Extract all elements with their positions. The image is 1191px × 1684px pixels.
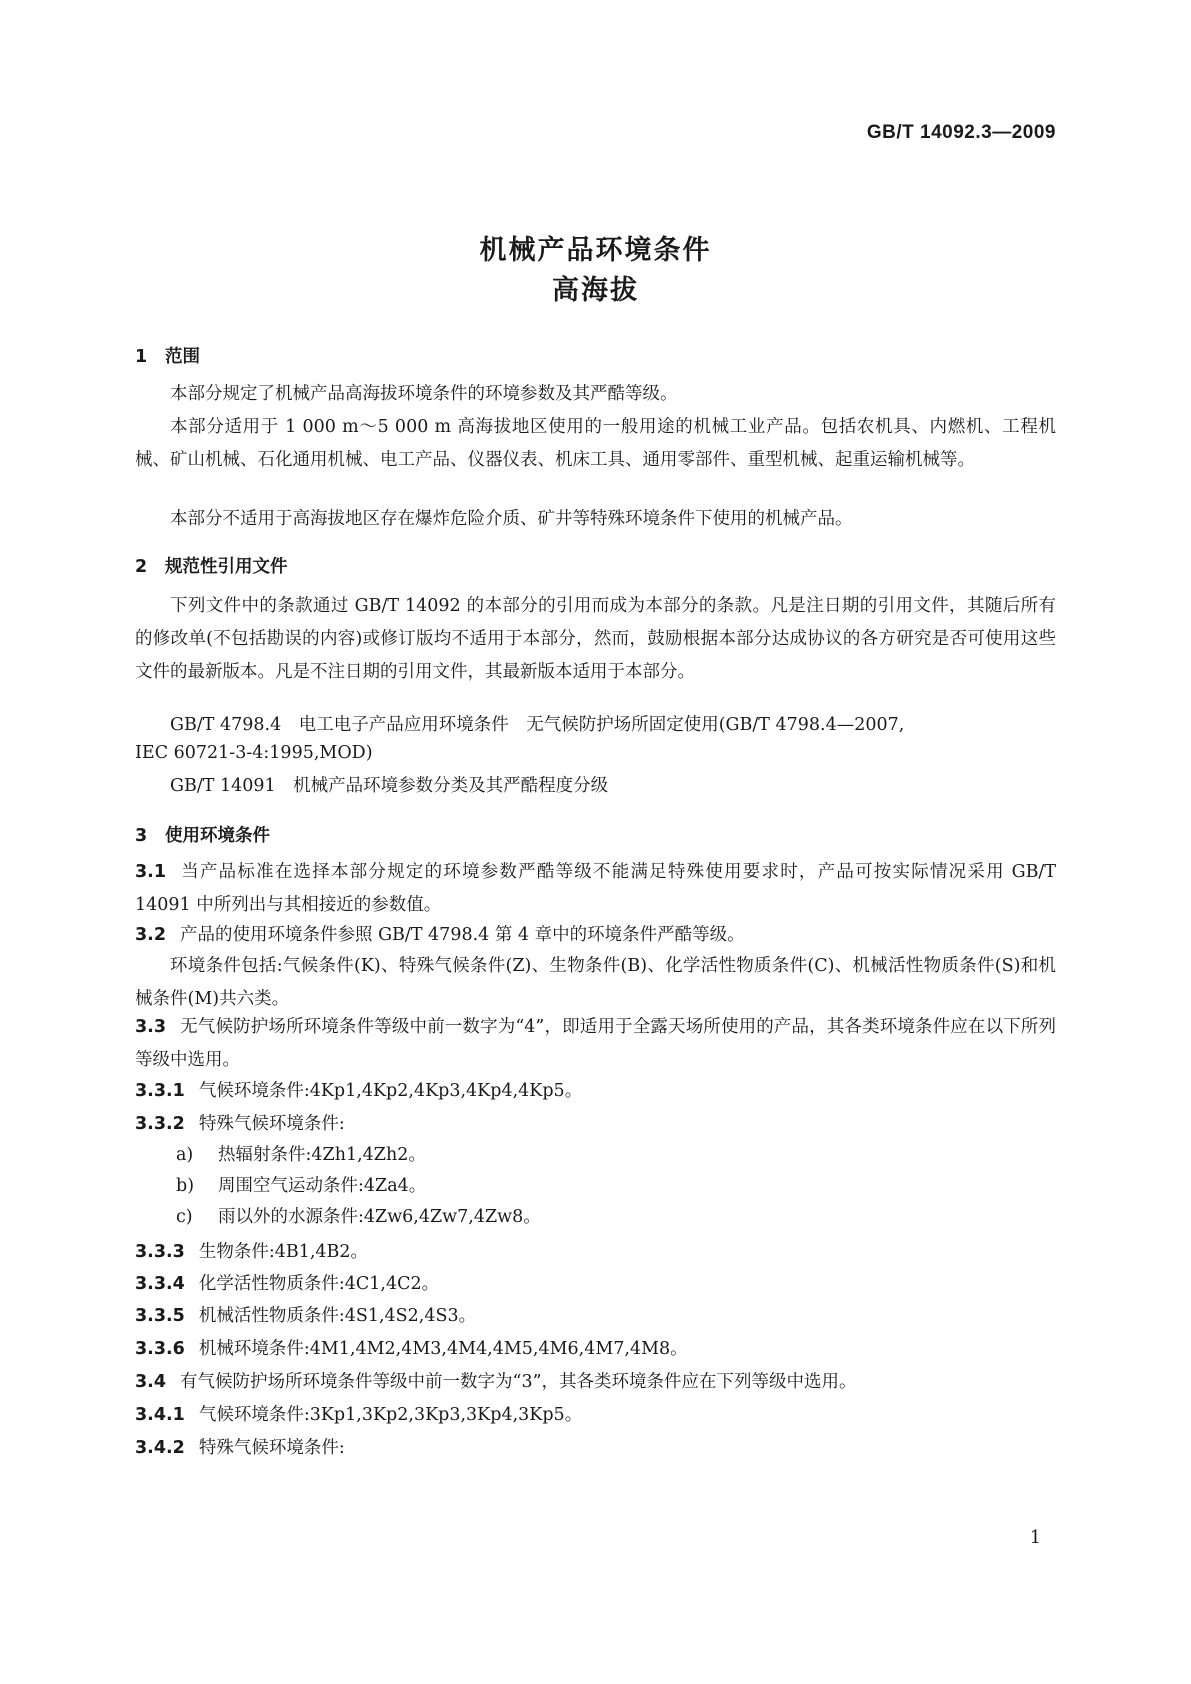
list-item xyxy=(176,1203,541,1228)
reference-gbt-4798-4-continued: IEC 60721-3-4:1995,MOD) xyxy=(135,743,373,763)
clause-number: 3.3.1 xyxy=(135,1081,185,1101)
section-number: 3 xyxy=(135,826,148,846)
reference-gbt-4798-4: GB/T 4798.4 电工电子产品应用环境条件 无气候防护场所固定使用(GB/T 4798.4—2007, xyxy=(170,715,905,735)
clause-text: 气候环境条件:3Kp1,3Kp2,3Kp3,3Kp4,3Kp5。 xyxy=(198,1405,583,1425)
standard-code: GB/T 14092.3—2009 xyxy=(866,122,1056,143)
document-title: 机械产品环境条件 xyxy=(479,235,712,266)
scope-paragraph-3: 本部分不适用于高海拔地区存在爆炸危险介质、矿井等特殊环境条件下使用的机械产品。 xyxy=(170,509,853,529)
clause-number: 3.3 xyxy=(135,1017,167,1037)
list-item xyxy=(176,1141,426,1166)
clause-number: 3.3.5 xyxy=(135,1306,185,1326)
clause-number: 3.3.2 xyxy=(135,1114,185,1134)
clause-text: 产品的使用环境条件参照 GB/T 4798.4 第 4 章中的环境条件严酷等级。 xyxy=(180,925,745,945)
clause-3-2 xyxy=(135,919,745,952)
clause-text: 当产品标准在选择本部分规定的环境参数严酷等级不能满足特殊使用要求时，产品可按实际情况采用 GB/T 14091 中所列出与其相接近的参数值。 xyxy=(135,862,1056,915)
clause-text: 有气候防护场所环境条件等级中前一数字为“3”，其各类环境条件应在下列等级中选用。 xyxy=(180,1372,857,1392)
clause-3-3-2 xyxy=(135,1108,345,1141)
section-number: 2 xyxy=(135,557,148,577)
clause-3-1 xyxy=(135,856,1056,922)
page-number: 1 xyxy=(1029,1528,1041,1548)
list-marker: b) xyxy=(176,1176,195,1196)
clause-3-4 xyxy=(135,1366,857,1399)
clause-number: 3.3.3 xyxy=(135,1242,185,1262)
list-text: 周围空气运动条件:4Za4。 xyxy=(218,1176,427,1196)
scope-paragraph-1: 本部分规定了机械产品高海拔环境条件的环境参数及其严酷等级。 xyxy=(170,384,678,404)
clause-text: 特殊气候环境条件: xyxy=(198,1114,345,1134)
clause-text: 无气候防护场所环境条件等级中前一数字为“4”，即适用于全露天场所使用的产品，其各类环境条件应在以下所列等级中选用。 xyxy=(135,1017,1056,1070)
clause-3-3-1 xyxy=(135,1075,582,1108)
section-number: 1 xyxy=(135,347,148,367)
clause-3-3 xyxy=(135,1011,1056,1077)
list-text: 热辐射条件:4Zh1,4Zh2。 xyxy=(218,1145,426,1165)
section-title: 范围 xyxy=(165,347,200,367)
clause-3-3-6 xyxy=(135,1333,688,1366)
section-title: 使用环境条件 xyxy=(165,826,270,846)
clause-3-4-1 xyxy=(135,1399,582,1432)
list-item xyxy=(176,1172,426,1197)
section-2-heading xyxy=(135,553,288,578)
section-1-heading xyxy=(135,343,200,368)
clause-text: 气候环境条件:4Kp1,4Kp2,4Kp3,4Kp4,4Kp5。 xyxy=(198,1081,583,1101)
clause-3-3-5 xyxy=(135,1300,476,1333)
list-marker: a) xyxy=(176,1145,194,1165)
clause-number: 3.3.4 xyxy=(135,1274,185,1294)
section-3-heading xyxy=(135,822,270,847)
document-subtitle: 高海拔 xyxy=(552,275,639,306)
normative-references-paragraph: 下列文件中的条款通过 GB/T 14092 的本部分的引用而成为本部分的条款。凡是注日期的引用文件，其随后所有的修改单(不包括勘误的内容)或修订版均不适用于本部分，然而，鼓励根据本部分达成协议的各方研究是否可使用这些文件的最新版本。凡是不注日期的引用文件，其最新版本适用于本部分。 xyxy=(135,596,1056,682)
scope-paragraph-2: 本部分适用于 1 000 m～5 000 m 高海拔地区使用的一般用途的机械工业产品。包括农机具、内燃机、工程机械、矿山机械、石化通用机械、电工产品、仪器仪表、机床工具、通用零部件、重型机械、起重运输机械等。 xyxy=(135,417,1056,470)
clause-3-3-3 xyxy=(135,1236,368,1269)
clause-text: 化学活性物质条件:4C1,4C2。 xyxy=(198,1274,440,1294)
clause-text: 特殊气候环境条件: xyxy=(198,1438,345,1458)
list-text: 雨以外的水源条件:4Zw6,4Zw7,4Zw8。 xyxy=(218,1207,541,1227)
clause-3-2-categories: 环境条件包括:气候条件(K)、特殊气候条件(Z)、生物条件(B)、化学活性物质条件(C)、机械活性物质条件(S)和机械条件(M)共六类。 xyxy=(135,956,1056,1009)
clause-number: 3.3.6 xyxy=(135,1339,185,1359)
clause-number: 3.2 xyxy=(135,925,167,945)
clause-3-3-4 xyxy=(135,1268,439,1301)
clause-3-4-2 xyxy=(135,1432,345,1465)
clause-number: 3.1 xyxy=(135,862,167,882)
clause-number: 3.4.1 xyxy=(135,1405,185,1425)
section-title: 规范性引用文件 xyxy=(165,557,288,577)
clause-number: 3.4.2 xyxy=(135,1438,185,1458)
clause-text: 机械环境条件:4M1,4M2,4M3,4M4,4M5,4M6,4M7,4M8。 xyxy=(198,1339,688,1359)
reference-gbt-14091: GB/T 14091 机械产品环境参数分类及其严酷程度分级 xyxy=(170,776,609,796)
clause-text: 机械活性物质条件:4S1,4S2,4S3。 xyxy=(198,1306,477,1326)
list-marker: c) xyxy=(176,1207,193,1227)
clause-number: 3.4 xyxy=(135,1372,167,1392)
clause-text: 生物条件:4B1,4B2。 xyxy=(198,1242,369,1262)
